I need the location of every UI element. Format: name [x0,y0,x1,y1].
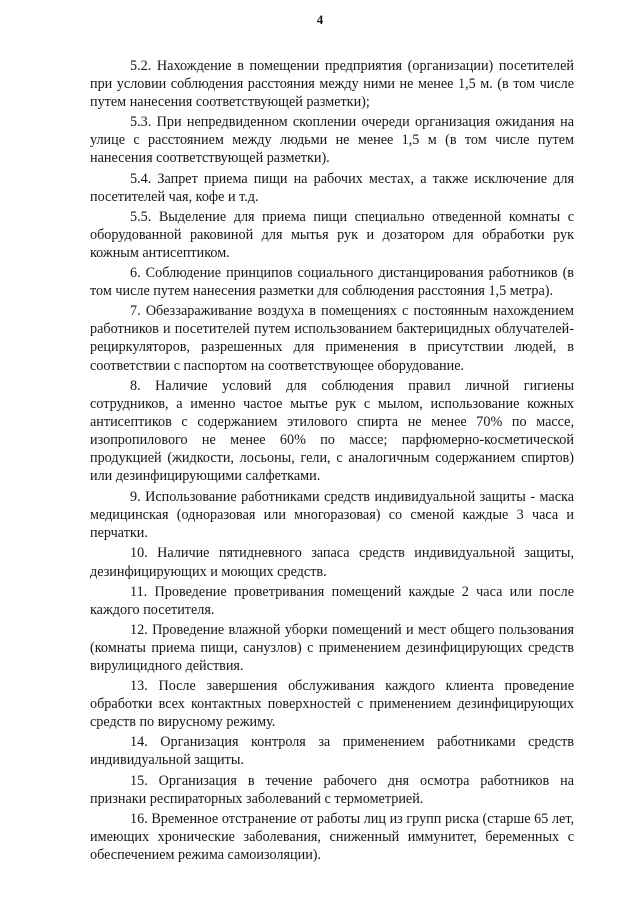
paragraph-11: 11. Проведение проветривания помещений каждые 2 часа или после каждого посетителя. [90,583,574,618]
paragraph-5-4: 5.4. Запрет приема пищи на рабочих местах, а также исключение для посетителей чая, кофе и т.д. [90,170,574,205]
paragraph-13: 13. После завершения обслуживания каждого клиента проведение обработки всех контактных поверхностей с применением дезинфицирующих средств по вирусному режиму. [90,678,574,731]
paragraph-7: 7. Обеззараживание воздуха в помещениях с постоянным нахождением работников и посетителей путем использованием бактерицидных облучателей-рециркуляторов, разрешенных для применения в присутствии людей, в соответствии с паспортом на соответствующее оборудование. [90,303,574,374]
paragraph-16: 16. Временное отстранение от работы лиц из групп риска (старше 65 лет, имеющих хронические заболевания, сниженный иммунитет, беременных с обеспечением режима самоизоляции). [90,810,574,863]
paragraph-15: 15. Организация в течение рабочего дня осмотра работников на признаки респираторных заболеваний с термометрией. [90,772,574,807]
paragraph-5-5: 5.5. Выделение для приема пищи специально отведенной комнаты с оборудованной раковиной для мытья рук и дозатором для обработки рук кожным антисептиком. [90,208,574,261]
paragraph-10: 10. Наличие пятидневного запаса средств индивидуальной защиты, дезинфицирующих и моющих средств. [90,545,574,580]
page-number: 4 [316,12,324,27]
document-body [90,57,574,864]
paragraph-5-3: 5.3. При непредвиденном скоплении очереди организация ожидания на улице с расстоянием между людьми не менее 1,5 м (в том числе путем нанесения соответствующей разметки). [90,114,574,167]
paragraph-8: 8. Наличие условий для соблюдения правил личной гигиены сотрудников, а именно частое мытье рук с мылом, использование кожных антисептиков с содержанием этилового спирта не менее 70% по массе, изопропилового не менее 60% по массе; парфюмерно-косметической продукцией (жидкости, лосьоны, гели, с аналогичным содержанием спиртов) или дезинфицирующими салфетками. [90,377,574,485]
paragraph-5-2: 5.2. Нахождение в помещении предприятия (организации) посетителей при условии соблюдения расстояния между ними не менее 1,5 м. (в том числе путем нанесения соответствующей разметки); [90,58,574,111]
paragraph-12: 12. Проведение влажной уборки помещений и мест общего пользования (комнаты приема пищи, санузлов) с применением дезинфицирующих средств вирулицидного действия. [90,621,574,674]
paragraph-14: 14. Организация контроля за применением работниками средств индивидуальной защиты. [90,734,574,769]
paragraph-6: 6. Соблюдение принципов социального дистанцирования работников (в том числе путем нанесения разметки для соблюдения расстояния 1,5 метра). [90,265,574,300]
paragraph-9: 9. Использование работниками средств индивидуальной защиты - маска медицинская (одноразовая или многоразовая) со сменой каждые 3 часа и перчатки. [90,489,574,542]
